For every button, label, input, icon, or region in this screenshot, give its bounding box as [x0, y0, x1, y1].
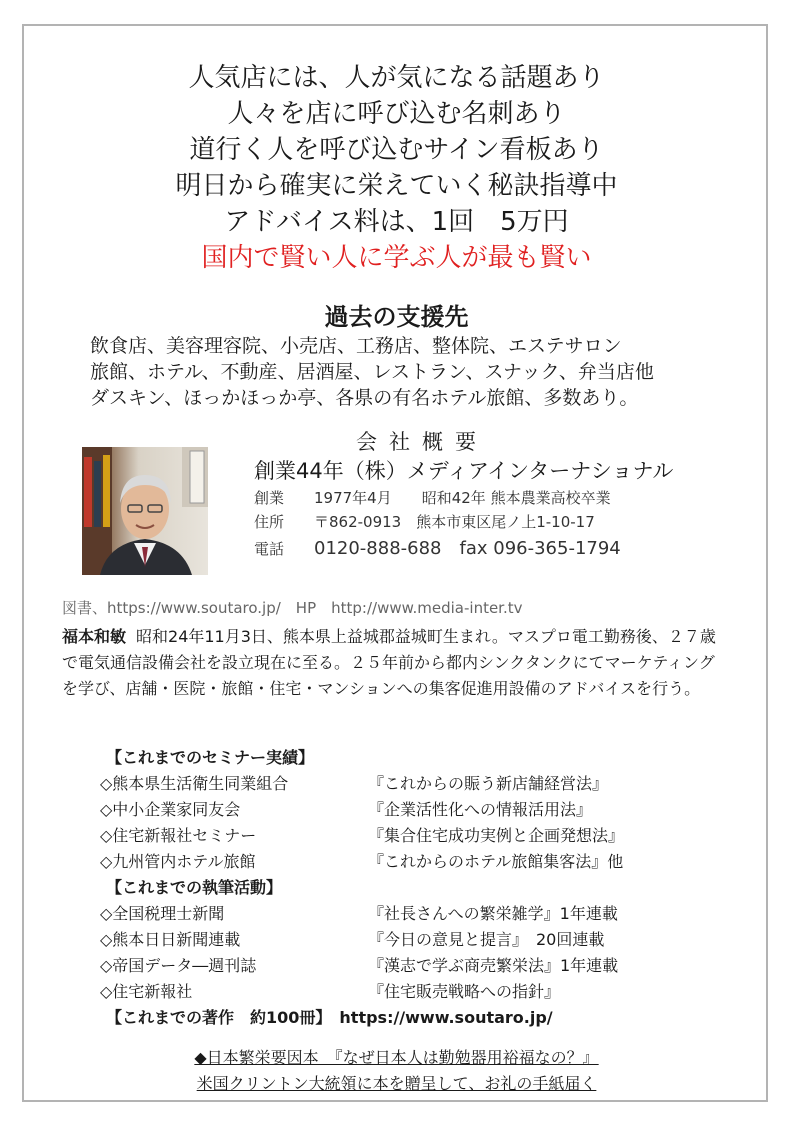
headline-line: 明日から確実に栄えていく秘訣指導中 [175, 171, 618, 201]
clients-list [90, 333, 654, 411]
seminar-org: ◇熊本県生活衛生同業組合 [100, 774, 289, 793]
company-row-phone [254, 534, 673, 564]
headline-line: 人々を店に呼び込む名刺あり [227, 99, 566, 129]
clients-line: 飲食店、美容理容院、小売店、工務店、整体院、エステサロン [90, 335, 622, 357]
row-key: 創業 [254, 489, 285, 507]
headline-block [0, 60, 793, 276]
portrait-photo [82, 447, 208, 575]
headline-red-line: 国内で賢い人に学ぶ人が最も賢い [201, 243, 592, 273]
seminars-title: 【これまでのセミナー実績】 [106, 748, 315, 767]
seminar-topic: 『企業活性化への情報活用法』 [368, 800, 593, 819]
seminar-topic: 『集合住宅成功実例と企画発想法』 [368, 826, 625, 845]
seminar-org: ◇中小企業家同友会 [100, 800, 241, 819]
seminar-row [100, 771, 720, 797]
seminar-row [100, 797, 720, 823]
writing-outlet: ◇全国税理士新聞 [100, 904, 225, 923]
writing-topic: 『今日の意見と提言』 20回連載 [368, 930, 605, 949]
clients-line: ダスキン、ほっかほっか亭、各県の有名ホテル旅館、多数あり。 [90, 387, 639, 409]
seminar-org: ◇九州管内ホテル旅館 [100, 852, 256, 871]
row-key: 住所 [254, 513, 285, 531]
writing-topic: 『漢志で学ぶ商売繁栄法』1年連載 [368, 956, 619, 975]
company-name: 創業44年（株）メディアインターナショナル [254, 459, 674, 483]
writing-outlet: ◇熊本日日新聞連載 [100, 930, 241, 949]
company-profile-title: 会社概要 [356, 430, 488, 454]
bio-paragraph [62, 624, 722, 702]
seminar-row [100, 849, 720, 875]
writing-row [100, 927, 720, 953]
seminar-topic: 『これからの賑う新店舗経営法』 [368, 774, 609, 793]
clients-title: 過去の支援先 [324, 303, 469, 331]
writing-row [100, 901, 720, 927]
writing-outlet: ◇住宅新報社 [100, 982, 193, 1001]
row-value: 0120-888-688 fax 096-365-1794 [314, 538, 621, 559]
bio-text: 昭和24年11月3日、熊本県上益城郡益城町生まれ。マスプロ電工勤務後、２７歳で電気通信設備会社を設立現在に至る。２５年前から都内シンクタンクにてマーケティングを学び、店舗・医院・旅館・住宅・マンションへの集客促進用設備のアドバイスを行う。 [62, 627, 716, 698]
row-key: 電話 [254, 540, 285, 558]
headline-line: 人気店には、人が気になる話題あり [188, 63, 605, 93]
writing-title: 【これまでの執筆活動】 [106, 878, 283, 897]
books-line-1: ◆日本繁栄要因本 『なぜ日本人は勤勉器用裕福なの？』 [194, 1048, 599, 1067]
writing-topic: 『社長さんへの繁栄雑学』1年連載 [368, 904, 618, 923]
writing-row [100, 979, 720, 1005]
writing-outlet: ◇帝国データ―週刊誌 [100, 956, 257, 975]
books-title: 【これまでの著作 約100冊】 https://www.soutaro.jp/ [106, 1008, 553, 1027]
books-line-2: 米国クリントン大統領に本を贈呈して、お礼の手紙届く [196, 1074, 597, 1093]
headline-line: アドバイス料は、1回 5万円 [224, 207, 569, 237]
company-row-address [254, 510, 673, 534]
company-row-founded [254, 486, 673, 510]
seminar-org: ◇住宅新報社セミナー [100, 826, 257, 845]
seminar-row [100, 823, 720, 849]
seminar-topic: 『これからのホテル旅館集客法』他 [368, 852, 624, 871]
headline-line: 道行く人を呼び込むサイン看板あり [189, 135, 604, 165]
records-block [100, 745, 720, 1031]
company-profile [254, 428, 673, 564]
urls-line: 図書、https://www.soutaro.jp/ HP http://www.media-inter.tv [62, 599, 523, 617]
writing-row [100, 953, 720, 979]
row-value: 1977年4月 昭和42年 熊本農業高校卒業 [314, 489, 611, 507]
portrait-image [82, 447, 208, 575]
writing-topic: 『住宅販売戦略への指針』 [368, 982, 561, 1001]
row-value: 〒862-0913 熊本市東区尾ノ上1-10-17 [314, 513, 595, 531]
bio-name: 福本和敏 [62, 627, 127, 646]
clients-line: 旅館、ホテル、不動産、居酒屋、レストラン、スナック、弁当店他 [90, 361, 654, 383]
